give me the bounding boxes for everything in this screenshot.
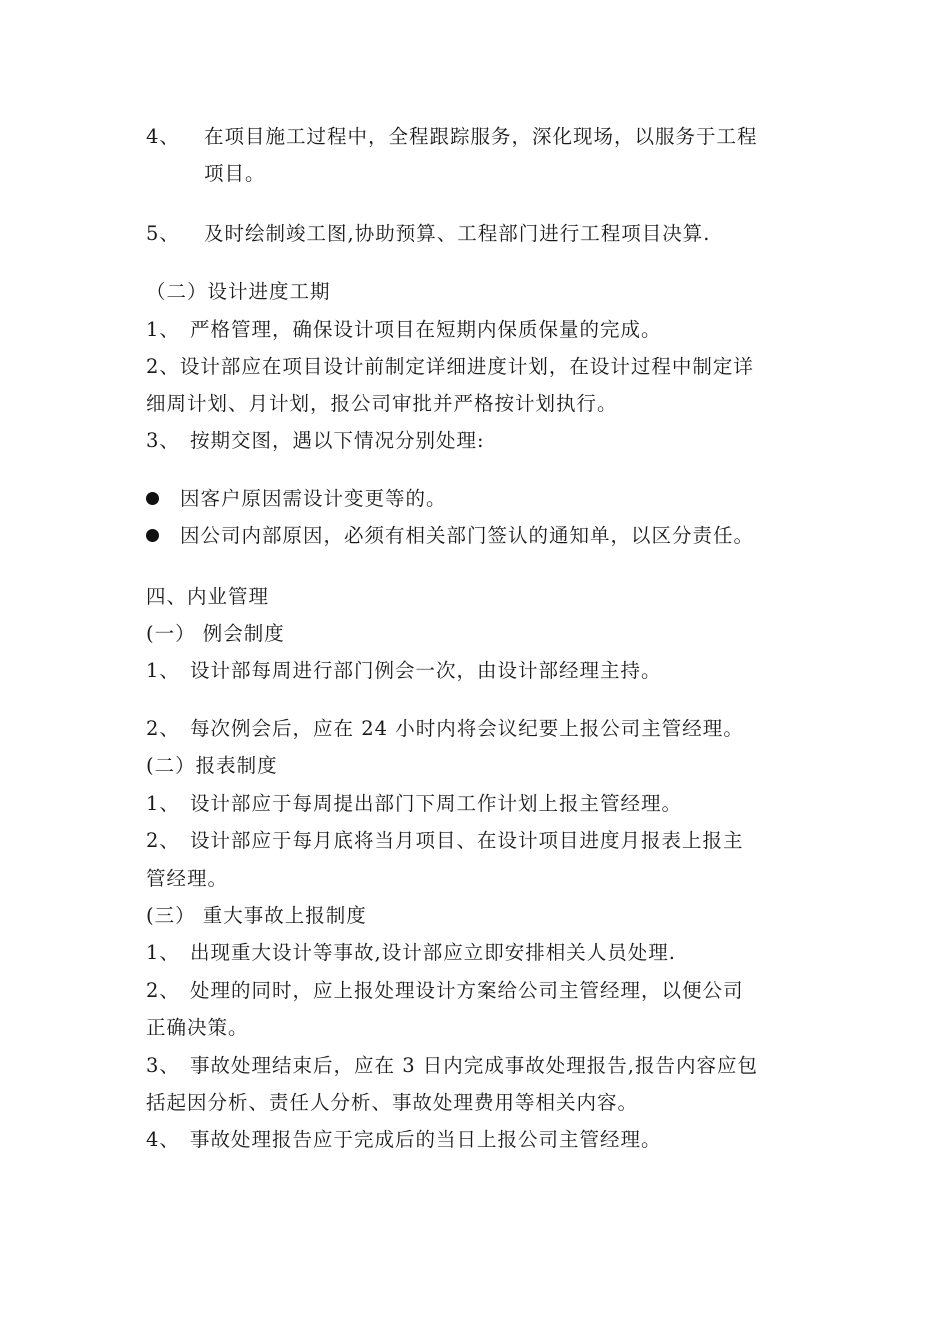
item-text: 在项目施工过程中，全程跟踪服务，深化现场，以服务于工程	[204, 125, 758, 148]
item-number: 1、	[146, 659, 180, 682]
bullet-icon	[146, 529, 159, 542]
item-number: 1、	[146, 318, 180, 341]
item-text: 出现重大设计等事故,设计部应立即安排相关人员处理.	[190, 941, 676, 964]
item-number: 3、	[146, 1054, 180, 1077]
bullet-text: 因公司内部原因，必须有相关部门签认的通知单，以区分责任。	[180, 524, 755, 547]
item-number: 4、	[146, 1128, 180, 1151]
item-text: 及时绘制竣工图,协助预算、工程部门进行工程项目决算.	[204, 222, 711, 245]
document-page: 4、 在项目施工过程中，全程跟踪服务，深化现场，以服务于工程 项目。 5、 及时绘制竣工图,协助预算、工程部门进行工程项目决算. （二）设计进度工期 1、 严格管理，确保设计项目在短期内保质保量的完成。 2、设计部应在项目设计前制定详细进度计划，在设计过程中制定详 细周计划、月计划，报公司审批并严格按计划执行。 3、 按期交图，遇以下情况分别处理: 因客户原因需设计变更等的。 因公司内部原因，必须有相关部门签认的通知单，以区分责任。 四、内业管理 (一） 例会制度 1、 设计部每周进行部门例会一次，由设计部经理主持。 2、 每次例会后，应在 24 小时内将会议纪要上报公司主管经理。 (二）报表制度 1、 设计部应于每周提出部门下周工作计划上报主管经理。 2、 设计部应于每月底将当月项目、在设计项目进度月报表上报主 管经理。 (三） 重大事故上报制度 1、 出现重大设计等事故,设计部应立即安排相关人员处理. 2、 处理的同时，应上报处理设计方案给公司主管经理，以便公司 正确决策。 3、 事故处理结束后，应在 3 日内完成事故处理报告,报告内容应包 括起因分析、责任人分析、事故处理费用等相关内容。 4、 事故处理报告应于完成后的当日上报公司主管经理。	[146, 125, 759, 1151]
item-number: 1、	[146, 792, 180, 815]
item-number: 2、	[146, 829, 180, 852]
item-text: 项目。	[204, 162, 266, 185]
item-text: 设计部每周进行部门例会一次，由设计部经理主持。	[190, 659, 662, 682]
item-number: 1、	[146, 941, 180, 964]
item-text: 事故处理结束后，应在 3 日内完成事故处理报告,报告内容应包	[190, 1054, 759, 1077]
item-text: 严格管理，确保设计项目在短期内保质保量的完成。	[190, 318, 662, 341]
item-number: 2、	[146, 979, 180, 1002]
item-text: 处理的同时，应上报处理设计方案给公司主管经理，以便公司	[190, 979, 744, 1002]
item-number: 4、	[146, 125, 180, 148]
item-text: 按期交图，遇以下情况分别处理:	[190, 429, 485, 452]
item-text: 事故处理报告应于完成后的当日上报公司主管经理。	[190, 1128, 662, 1151]
item-text: 设计部应于每月底将当月项目、在设计项目进度月报表上报主	[190, 829, 744, 852]
item-number: 2、	[146, 717, 180, 740]
item-number: 5、	[146, 222, 180, 245]
item-text: 每次例会后，应在 24 小时内将会议纪要上报公司主管经理。	[190, 717, 744, 740]
item-text: 设计部应于每周提出部门下周工作计划上报主管经理。	[190, 792, 683, 815]
bullet-text: 因客户原因需设计变更等的。	[180, 487, 447, 510]
item-number: 3、	[146, 429, 180, 452]
bullet-icon	[146, 492, 159, 505]
